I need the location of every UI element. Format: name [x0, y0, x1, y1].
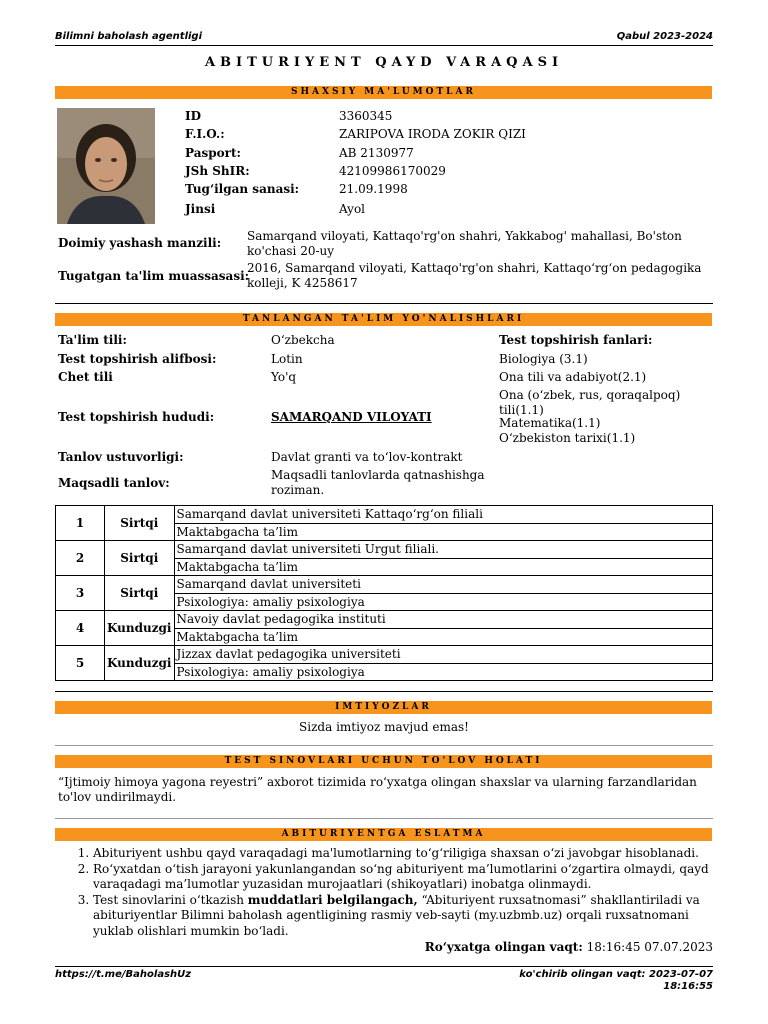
- choices-table: [55, 505, 713, 681]
- birth-date-value: 21.09.1998: [339, 182, 408, 196]
- program-name: Maktabgacha ta’lim: [174, 628, 713, 646]
- foreign-lang-value: Yo'q: [271, 370, 297, 384]
- divider: [55, 691, 713, 692]
- foreign-lang-label: Chet tili: [58, 370, 113, 384]
- page-title: ABITURIYENT QAYD VARAQASI: [204, 55, 564, 70]
- subject-item: Ona (o‘zbek, rus, qoraqalpoq) tili(1.1): [499, 388, 681, 417]
- choice-number: 2: [56, 541, 105, 576]
- jshshir-value: 42109986170029: [339, 164, 446, 178]
- program-name: Maktabgacha ta’lim: [174, 523, 713, 541]
- gender-label: Jinsi: [185, 202, 216, 216]
- divider: [55, 745, 713, 746]
- priority-value: Davlat granti va to‘lov-kontrakt: [271, 450, 463, 464]
- alphabet-value: Lotin: [271, 352, 303, 366]
- table-row: [56, 646, 713, 664]
- passport-value: AB 2130977: [339, 146, 414, 160]
- section-directions-header: TANLANGAN TA'LIM YO'NALISHLARI: [55, 313, 712, 326]
- program-name: Maktabgacha ta’lim: [174, 558, 713, 576]
- school-value: 2016, Samarqand viloyati, Kattaqo'rg'on shahri, Kattaqo‘rg‘on pedagogika kolleji, K 4258617: [247, 261, 702, 290]
- admission-year: Qabul 2023-2024: [616, 31, 713, 42]
- telegram-link[interactable]: https://t.me/BaholashUz: [55, 969, 192, 980]
- passport-label: Pasport:: [185, 146, 241, 160]
- applicant-photo: [57, 108, 155, 224]
- registration-time-label: Ro‘yxatga olingan vaqt:: [424, 940, 583, 954]
- agency-name: Bilimni baholash agentligi: [55, 31, 203, 42]
- subject-item: Ona tili va adabiyot(2.1): [499, 370, 647, 384]
- table-row: [56, 611, 713, 629]
- program-name: Psixologiya: amaliy psixologiya: [174, 593, 713, 611]
- study-form: Kunduzgi: [105, 611, 175, 646]
- choice-number: 1: [56, 506, 105, 541]
- payment-text: “Ijtimoiy himoya yagona reyestri” axborot tizimida ro‘yxatga olingan shaxslar va ularning farzandlaridan to'lov undirilmaydi.: [58, 775, 697, 804]
- registration-time-value: 18:16:45 07.07.2023: [586, 940, 713, 954]
- fio-value: ZARIPOVA IRODA ZOKIR QIZI: [339, 127, 526, 141]
- study-form: Kunduzgi: [105, 646, 175, 681]
- study-form: Sirtqi: [105, 506, 175, 541]
- divider: [55, 818, 713, 819]
- download-time: ko'chirib olingan vaqt: 2023-07-07 18:16:55: [519, 969, 713, 992]
- table-row: [56, 506, 713, 524]
- reminder-item: 1. Abituriyent ushbu qayd varaqadagi ma'lumotlarning to‘g‘riligiga shaxsan o‘zi javobgar hisoblanadi.: [93, 846, 713, 862]
- section-privileges-header: IMTIYOZLAR: [55, 701, 712, 714]
- birth-date-label: Tug‘ilgan sanasi:: [185, 182, 300, 196]
- fio-label: F.I.O.:: [185, 127, 225, 141]
- table-row: [56, 541, 713, 559]
- program-name: Psixologiya: amaliy psixologiya: [174, 663, 713, 681]
- footer-divider: [55, 966, 713, 967]
- university-name: Jizzax davlat pedagogika universiteti: [174, 646, 713, 664]
- subjects-label: Test topshirish fanlari:: [499, 333, 653, 347]
- subject-item: O‘zbekiston tarixi(1.1): [499, 431, 636, 445]
- id-label: ID: [185, 109, 202, 123]
- region-value: SAMARQAND VILOYATI: [271, 410, 432, 424]
- region-label: Test topshirish hududi:: [58, 410, 215, 424]
- reminder-list: [55, 846, 713, 939]
- section-reminder-header: ABITURIYENTGA ESLATMA: [55, 828, 712, 841]
- university-name: Samarqand davlat universiteti Kattaqo‘rg‘on filiali: [174, 506, 713, 524]
- registration-time: [425, 940, 713, 954]
- university-name: Samarqand davlat universiteti Urgut filiali.: [174, 541, 713, 559]
- divider: [55, 303, 713, 304]
- gender-value: Ayol: [339, 202, 366, 216]
- header-divider: [55, 45, 713, 46]
- table-row: [56, 576, 713, 594]
- lang-value: O‘zbekcha: [271, 333, 335, 347]
- address-value: Samarqand viloyati, Kattaqo'rg'on shahri, Yakkabog' mahallasi, Bo'ston ko'chasi 20-uy: [247, 229, 682, 258]
- alphabet-label: Test topshirish alifbosi:: [58, 352, 217, 366]
- reminder-item: 3. Test sinovlarini o‘tkazish muddatlari belgilangach, “Abituriyent ruxsatnomasi” shakllantiriladi va abituriyentlar Bilimni baholash agentligining rasmiy veb-sayti (my.uzbmb.uz) orqali ruxsatnomani yuklab olishlari mumkin bo‘ladi.: [93, 893, 713, 940]
- lang-label: Ta'lim tili:: [58, 333, 127, 347]
- id-value: 3360345: [339, 109, 393, 123]
- target-value: Maqsadli tanlovlarda qatnashishga roziman.: [271, 468, 485, 497]
- address-label: Doimiy yashash manzili:: [58, 236, 222, 250]
- study-form: Sirtqi: [105, 576, 175, 611]
- study-form: Sirtqi: [105, 541, 175, 576]
- reminder-item: 2. Ro‘yxatdan o‘tish jarayoni yakunlangandan so‘ng abituriyent ma’lumotlarini o‘zgartira olmaydi, qayd varaqadagi ma’lumotlar yuzasidan murojaatlari (shikoyatlari) inobatga olinmaydi.: [93, 862, 713, 893]
- choice-number: 4: [56, 611, 105, 646]
- priority-label: Tanlov ustuvorligi:: [58, 450, 184, 464]
- choice-number: 5: [56, 646, 105, 681]
- section-personal-header: SHAXSIY MA'LUMOTLAR: [55, 86, 712, 99]
- privileges-text: Sizda imtiyoz mavjud emas!: [299, 720, 469, 734]
- subject-item: Matematika(1.1): [499, 416, 601, 430]
- section-payment-header: TEST SINOVLARI UCHUN TO'LOV HOLATI: [55, 755, 712, 768]
- jshshir-label: JSh ShIR:: [185, 164, 250, 178]
- university-name: Samarqand davlat universiteti: [174, 576, 713, 594]
- choice-number: 3: [56, 576, 105, 611]
- school-label: Tugatgan ta'lim muassasasi:: [58, 269, 250, 283]
- target-label: Maqsadli tanlov:: [58, 476, 170, 490]
- university-name: Navoiy davlat pedagogika instituti: [174, 611, 713, 629]
- subject-item: Biologiya (3.1): [499, 352, 588, 366]
